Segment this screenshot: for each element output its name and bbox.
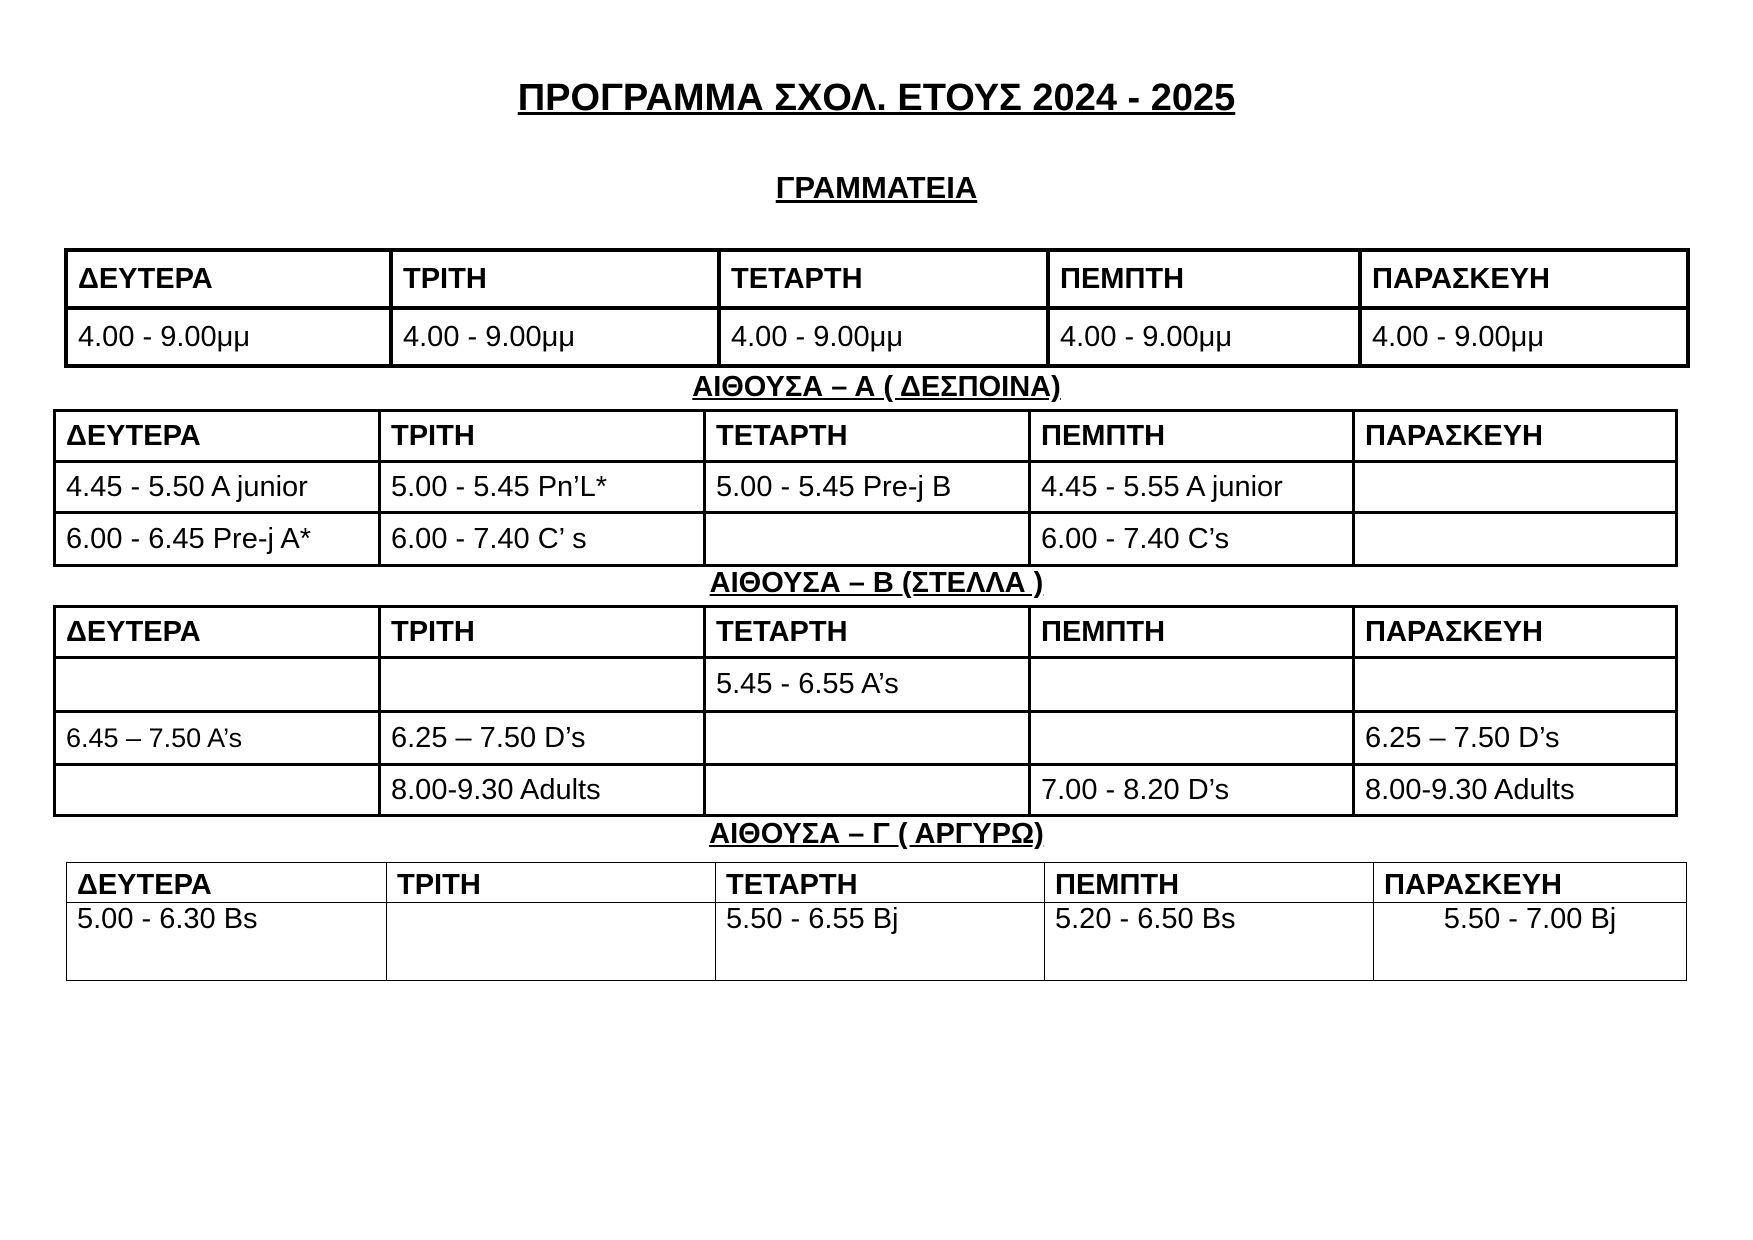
schedule-cell: 5.45 - 6.55 A’s (705, 658, 1030, 712)
room-c-schedule-table (66, 862, 1687, 981)
schedule-cell (380, 658, 705, 712)
day-header: ΔΕΥΤΕΡΑ (67, 863, 387, 903)
schedule-cell (1030, 712, 1354, 765)
day-header: ΠΕΜΠΤΗ (1030, 607, 1354, 658)
schedule-cell (705, 513, 1030, 566)
schedule-cell: 4.00 - 9.00μμ (719, 308, 1048, 366)
day-header: ΤΕΤΑΡΤΗ (719, 250, 1048, 308)
day-header: ΤΕΤΑΡΤΗ (716, 863, 1045, 903)
day-header: ΤΡΙΤΗ (387, 863, 716, 903)
table-row (67, 903, 1687, 981)
room-c-title: ΑΙΘΟΥΣΑ – Γ ( ΑΡΓΥΡΩ) (709, 818, 1044, 850)
day-header: ΤΕΤΑΡΤΗ (705, 607, 1030, 658)
schedule-cell: 5.50 - 7.00 Bj (1374, 903, 1687, 981)
schedule-cell (387, 903, 716, 981)
schedule-cell: 4.00 - 9.00μμ (391, 308, 719, 366)
day-header: ΠΑΡΑΣΚΕΥΗ (1360, 250, 1688, 308)
schedule-cell: 6.00 - 7.40 C’s (1030, 513, 1354, 566)
schedule-cell (705, 712, 1030, 765)
day-header: ΠΕΜΠΤΗ (1048, 250, 1360, 308)
office-schedule-table (64, 248, 1690, 368)
table-header-row (66, 250, 1688, 308)
day-header: ΤΡΙΤΗ (380, 411, 705, 462)
schedule-cell: 6.00 - 7.40 C’ s (380, 513, 705, 566)
schedule-cell: 6.45 – 7.50 A’s (55, 712, 380, 765)
page-title: ΠΡΟΓΡΑΜΜΑ ΣΧΟΛ. ΕΤΟΥΣ 2024 - 2025 (517, 77, 1236, 119)
table-header-row (55, 411, 1677, 462)
schedule-cell: 5.00 - 5.45 Pre-j B (705, 462, 1030, 513)
schedule-cell: 4.45 - 5.50 A junior (55, 462, 380, 513)
schedule-cell: 5.50 - 6.55 Bj (716, 903, 1045, 981)
table-header-row (55, 607, 1677, 658)
day-header: ΤΡΙΤΗ (380, 607, 705, 658)
room-b-title: ΑΙΘΟΥΣΑ – Β (ΣΤΕΛΛΑ ) (709, 567, 1044, 599)
schedule-cell (1030, 658, 1354, 712)
schedule-cell (55, 765, 380, 816)
schedule-cell: 4.00 - 9.00μμ (66, 308, 391, 366)
schedule-cell (1354, 513, 1677, 566)
schedule-cell: 8.00-9.30 Adults (380, 765, 705, 816)
schedule-cell: 7.00 - 8.20 D’s (1030, 765, 1354, 816)
room-a-schedule-table (53, 409, 1678, 567)
table-row (55, 462, 1677, 513)
office-section-title: ΓΡΑΜΜΑΤΕΙΑ (775, 170, 978, 205)
schedule-cell (705, 765, 1030, 816)
schedule-cell: 5.00 - 6.30 Bs (67, 903, 387, 981)
day-header: ΤΕΤΑΡΤΗ (705, 411, 1030, 462)
schedule-cell: 6.25 – 7.50 D’s (1354, 712, 1677, 765)
day-header: ΔΕΥΤΕΡΑ (55, 411, 380, 462)
schedule-cell: 8.00-9.30 Adults (1354, 765, 1677, 816)
room-b-schedule-table (53, 605, 1678, 817)
table-row (55, 513, 1677, 566)
table-row (55, 765, 1677, 816)
day-header: ΠΑΡΑΣΚΕΥΗ (1354, 411, 1677, 462)
schedule-cell: 4.00 - 9.00μμ (1360, 308, 1688, 366)
day-header: ΤΡΙΤΗ (391, 250, 719, 308)
schedule-cell: 6.25 – 7.50 D’s (380, 712, 705, 765)
schedule-cell (1354, 658, 1677, 712)
table-header-row (67, 863, 1687, 903)
table-row (55, 658, 1677, 712)
day-header: ΠΑΡΑΣΚΕΥΗ (1374, 863, 1687, 903)
schedule-cell: 5.00 - 5.45 Pn’L* (380, 462, 705, 513)
day-header: ΠΑΡΑΣΚΕΥΗ (1354, 607, 1677, 658)
schedule-cell (55, 658, 380, 712)
day-header: ΔΕΥΤΕΡΑ (55, 607, 380, 658)
table-row (66, 308, 1688, 366)
schedule-cell: 5.20 - 6.50 Bs (1045, 903, 1374, 981)
schedule-cell: 4.00 - 9.00μμ (1048, 308, 1360, 366)
schedule-cell: 6.00 - 6.45 Pre-j A* (55, 513, 380, 566)
day-header: ΠΕΜΠΤΗ (1045, 863, 1374, 903)
table-row (55, 712, 1677, 765)
day-header: ΔΕΥΤΕΡΑ (66, 250, 391, 308)
schedule-cell: 4.45 - 5.55 A junior (1030, 462, 1354, 513)
room-a-title: ΑΙΘΟΥΣΑ – Α ( ΔΕΣΠΟΙΝΑ) (692, 371, 1061, 403)
day-header: ΠΕΜΠΤΗ (1030, 411, 1354, 462)
schedule-cell (1354, 462, 1677, 513)
